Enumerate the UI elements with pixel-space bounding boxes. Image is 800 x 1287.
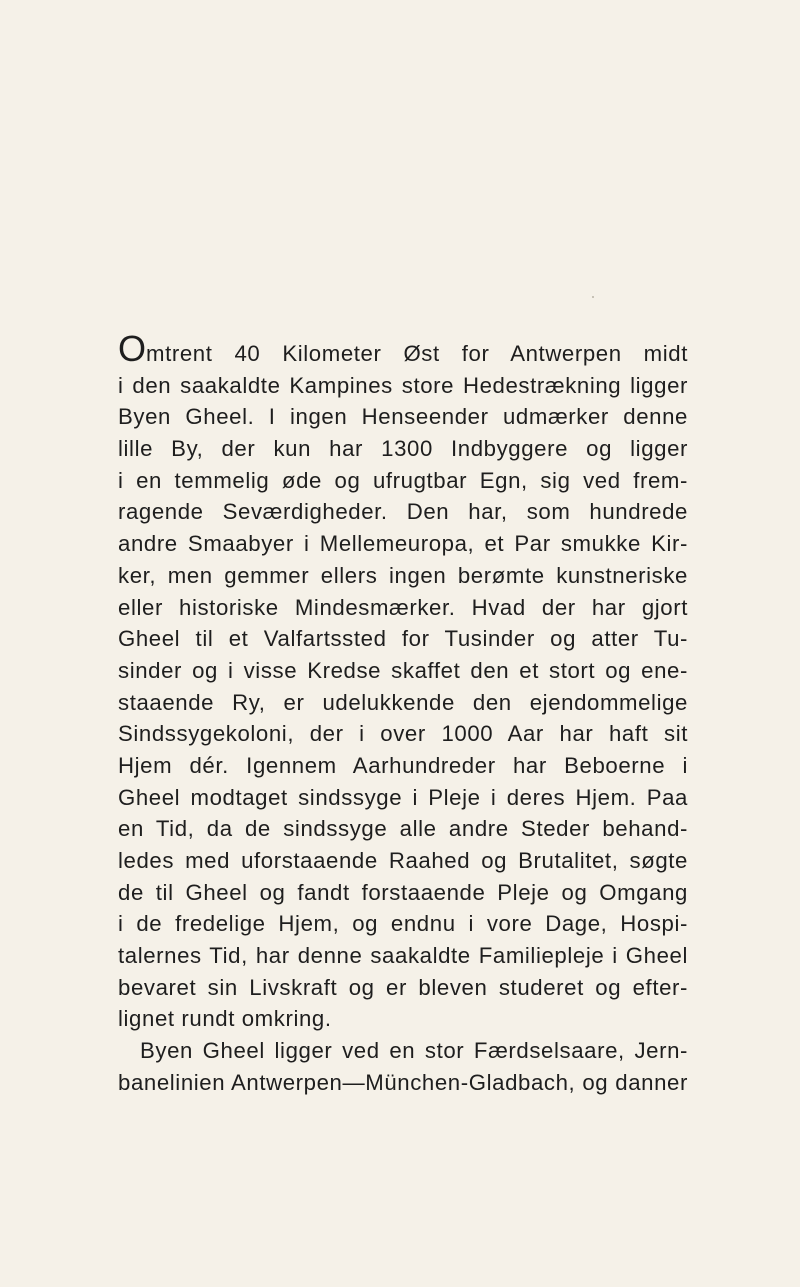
text-line <box>118 328 688 370</box>
text-line: sinder og i visse Kredse skaffet den et stort og ene- <box>118 657 688 683</box>
body-text <box>118 328 688 1099</box>
text-line: banelinien Antwerpen—München-Gladbach, og danner <box>118 1069 688 1095</box>
text-line: talernes Tid, har denne saakaldte Familiepleje i Gheel <box>118 943 688 969</box>
text-line: ledes med uforstaaende Raahed og Brutalitet, søgte <box>118 848 688 873</box>
drop-cap: O <box>118 328 147 369</box>
text-line: staaende Ry, er udelukkende den ejendommelige <box>118 689 688 715</box>
line-text: mtrent 40 Kilometer Øst for Antwerpen midt <box>146 341 688 366</box>
paper-speck <box>592 296 594 298</box>
text-line: i en temmelig øde og ufrugtbar Egn, sig ved frem- <box>118 467 688 493</box>
text-line: Hjem dér. Igennem Aarhundreder har Beboerne i <box>118 752 688 778</box>
text-line: Sindssygekoloni, der i over 1000 Aar har haft sit <box>118 721 688 747</box>
text-line: eller historiske Mindesmærker. Hvad der har gjort <box>118 594 688 620</box>
text-line: i de fredelige Hjem, og endnu i vore Dage, Hospi- <box>118 911 688 937</box>
text-line: ragende Seværdigheder. Den har, som hundrede <box>118 499 688 525</box>
text-line: en Tid, da de sindssyge alle andre Steder behand- <box>118 816 688 842</box>
text-line: Gheel til et Valfartssted for Tusinder og atter Tu- <box>118 626 688 652</box>
text-line: Byen Gheel. I ingen Henseender udmærker denne <box>118 404 688 430</box>
text-line: lignet rundt omkring. <box>118 1006 332 1032</box>
text-line: lille By, der kun har 1300 Indbyggere og ligger <box>118 436 688 462</box>
text-line: ker, men gemmer ellers ingen berømte kunstneriske <box>118 562 688 588</box>
text-line: Byen Gheel ligger ved en stor Færdselsaare, Jern- <box>140 1038 688 1064</box>
text-line: bevaret sin Livskraft og er bleven studeret og efter- <box>118 974 688 1000</box>
text-line: andre Smaabyer i Mellemeuropa, et Par smukke Kir- <box>118 531 688 557</box>
text-line: Gheel modtaget sindssyge i Pleje i deres Hjem. Paa <box>118 784 688 810</box>
text-line: i den saakaldte Kampines store Hedestrækning ligger <box>118 372 688 398</box>
text-line: de til Gheel og fandt forstaaende Pleje og Omgang <box>118 879 688 905</box>
